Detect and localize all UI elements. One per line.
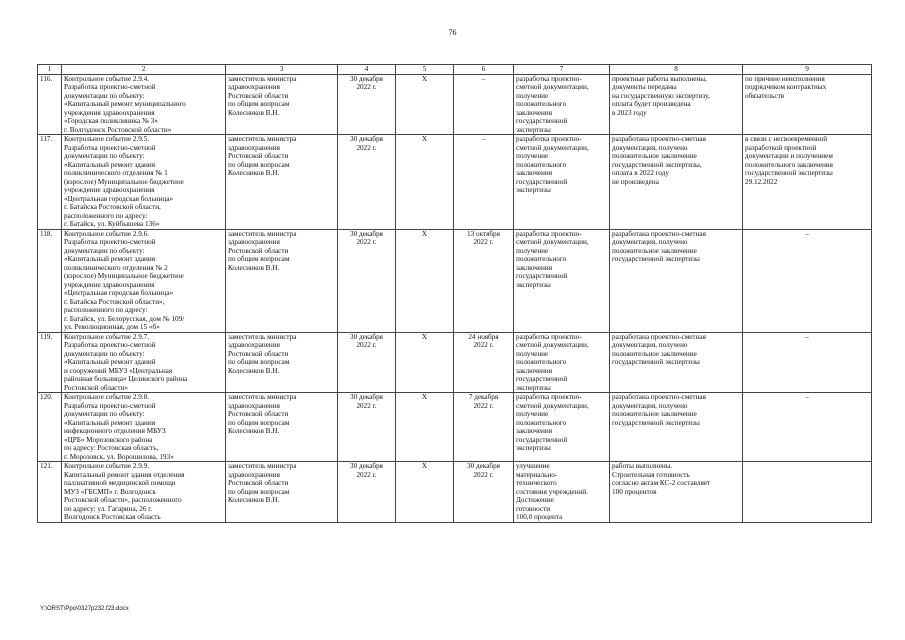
cell-event: Контрольное событие 2.9.4. Разработка проектно-сметной документации по объекту: «Капитальный ремонт муниципального учреждения здравоохранения «Городская поликлиника № 3» г. Волгодонск Ростовской области»: [62, 74, 226, 135]
header-cell: 9: [743, 65, 872, 75]
cell-n: 118.: [38, 229, 62, 332]
header-cell: 1: [38, 65, 62, 75]
cell-c7: разработка проектно- сметной документации, получение положительного заключения государственной экспертизы: [514, 332, 610, 393]
cell-c7: улучшение материально- технического состояния учреждений. Достижение готовности 100,0 процента: [514, 462, 610, 523]
cell-c5: X: [396, 393, 454, 462]
header-cell: 4: [338, 65, 396, 75]
cell-event: Контрольное событие 2.9.6. Разработка проектно-сметной документации по объекту: «Капитальный ремонт здания поликлинического отделения № 2 (взрослое) Муниципальное бюджетное учреждение здравоохранения «Центральная городская больница» г. Батайска Ростовской области», расположенного по адресу: г. Батайск, ул. Белорусская, дом № 109/ ул. Революционная, дом 15 «б»: [62, 229, 226, 332]
cell-c6: –: [454, 74, 514, 135]
cell-plan: 30 декабря 2022 г.: [338, 135, 396, 230]
report-table: [37, 64, 872, 523]
cell-c5: X: [396, 135, 454, 230]
cell-c8: разработана проектно-сметная документация, получено положительное заключение государственной экспертизы: [610, 229, 743, 332]
cell-c9: –: [743, 393, 872, 462]
cell-c7: разработка проектно- сметной документации, получение положительного заключения государственной экспертизы: [514, 393, 610, 462]
cell-plan: 30 декабря 2022 г.: [338, 229, 396, 332]
header-cell: 2: [62, 65, 226, 75]
header-cell: 8: [610, 65, 743, 75]
cell-event: Контрольное событие 2.9.8. Разработка проектно-сметной документации по объекту: «Капитальный ремонт здания инфекционного отделения МБУЗ «ЦРБ» Морозовского района по адресу: Ростовская область, г. Морозовск, ул. Ворошилова, 193»: [62, 393, 226, 462]
cell-n: 116.: [38, 74, 62, 135]
cell-c9: в связи с несвоевременной разработкой проектной документации и получением положительного заключения государственной экспертизы 29.12.2022: [743, 135, 872, 230]
table-row: [38, 135, 872, 230]
cell-c5: X: [396, 229, 454, 332]
cell-event: Контрольное событие 2.9.5. Разработка проектно-сметной документации по объекту: «Капитальный ремонт здания поликлинического отделения № 1 (взрослое) Муниципальное бюджетное учреждение здравоохранения «Центральная городская больница» г. Батайска Ростовской области, расположенного по адресу: г. Батайск, ул. Куйбышева 136»: [62, 135, 226, 230]
cell-n: 120.: [38, 393, 62, 462]
table-row: [38, 74, 872, 135]
cell-n: 119.: [38, 332, 62, 393]
cell-c5: X: [396, 74, 454, 135]
cell-c8: разработана проектно-сметная документация, получено положительное заключение государственной экспертизы: [610, 332, 743, 393]
cell-c9: –: [743, 229, 872, 332]
cell-c5: X: [396, 462, 454, 523]
cell-c7: разработка проектно- сметной документации, получение положительного заключения государственной экспертизы: [514, 229, 610, 332]
header-cell: 5: [396, 65, 454, 75]
cell-c6: 13 октября 2022 г.: [454, 229, 514, 332]
cell-c8: проектные работы выполнены, документы переданы на государственную экспертизу, оплата будет произведена в 2023 году: [610, 74, 743, 135]
cell-c5: X: [396, 332, 454, 393]
cell-who: заместитель министра здравоохранения Ростовской области по общим вопросам Колесников В.Н.: [226, 393, 338, 462]
header-cell: 3: [226, 65, 338, 75]
cell-c6: 30 декабря 2022 г.: [454, 462, 514, 523]
page-number: 76: [448, 28, 457, 37]
cell-c6: 7 декабря 2022 г.: [454, 393, 514, 462]
cell-who: заместитель министра здравоохранения Ростовской области по общим вопросам Колесников В.Н.: [226, 462, 338, 523]
cell-event: Контрольное событие 2.9.9. Капитальный ремонт здания отделения паллиативной медицинской помощи МУЗ «ГБСМП» г. Волгодонск Ростовской области», расположенного по адресу: ул. Гагарина, 26 г. Волгодонск Ростовская область: [62, 462, 226, 523]
cell-who: заместитель министра здравоохранения Ростовской области по общим вопросам Колесников В.Н.: [226, 229, 338, 332]
cell-c6: –: [454, 135, 514, 230]
cell-who: заместитель министра здравоохранения Ростовской области по общим вопросам Колесников В.Н.: [226, 332, 338, 393]
cell-event: Контрольное событие 2.9.7. Разработка проектно-сметной документации по объекту: «Капитальный ремонт зданий и сооружений МБУЗ «Центральная районная больница» Целинского района Ростовской области»: [62, 332, 226, 393]
cell-n: 121.: [38, 462, 62, 523]
table-row: [38, 393, 872, 462]
table-row: [38, 229, 872, 332]
header-cell: 7: [514, 65, 610, 75]
cell-c7: разработка проектно- сметной документации, получение положительного заключения государственной экспертизы: [514, 135, 610, 230]
header-row: [38, 65, 872, 75]
cell-c9: [743, 462, 872, 523]
table-row: [38, 332, 872, 393]
cell-c8: разработана проектно-сметная документация, получено положительное заключение государственной экспертизы, оплата в 2022 году не произведена: [610, 135, 743, 230]
header-cell: 6: [454, 65, 514, 75]
table-row: [38, 462, 872, 523]
cell-c6: 24 ноября 2022 г.: [454, 332, 514, 393]
cell-who: заместитель министра здравоохранения Ростовской области по общим вопросам Колесников В.Н.: [226, 135, 338, 230]
cell-plan: 30 декабря 2022 г.: [338, 332, 396, 393]
cell-plan: 30 декабря 2022 г.: [338, 462, 396, 523]
cell-n: 117.: [38, 135, 62, 230]
cell-c7: разработка проектно- сметной документации, получение положительного заключения государственной экспертизы: [514, 74, 610, 135]
file-path-footer: Y:\ORST\Ppo\0327p232.f23.docx: [40, 606, 129, 612]
cell-who: заместитель министра здравоохранения Ростовской области по общим вопросам Колесников В.Н.: [226, 74, 338, 135]
cell-c9: по причине неисполнения подрядчиком контрактных обязательств: [743, 74, 872, 135]
cell-plan: 30 декабря 2022 г.: [338, 74, 396, 135]
cell-plan: 30 декабря 2022 г.: [338, 393, 396, 462]
cell-c8: разработана проектно-сметная документация, получено положительное заключение государственной экспертизы: [610, 393, 743, 462]
cell-c9: –: [743, 332, 872, 393]
cell-c8: работы выполнены. Строительная готовность согласно актам КС-2 составляет 100 процентов: [610, 462, 743, 523]
